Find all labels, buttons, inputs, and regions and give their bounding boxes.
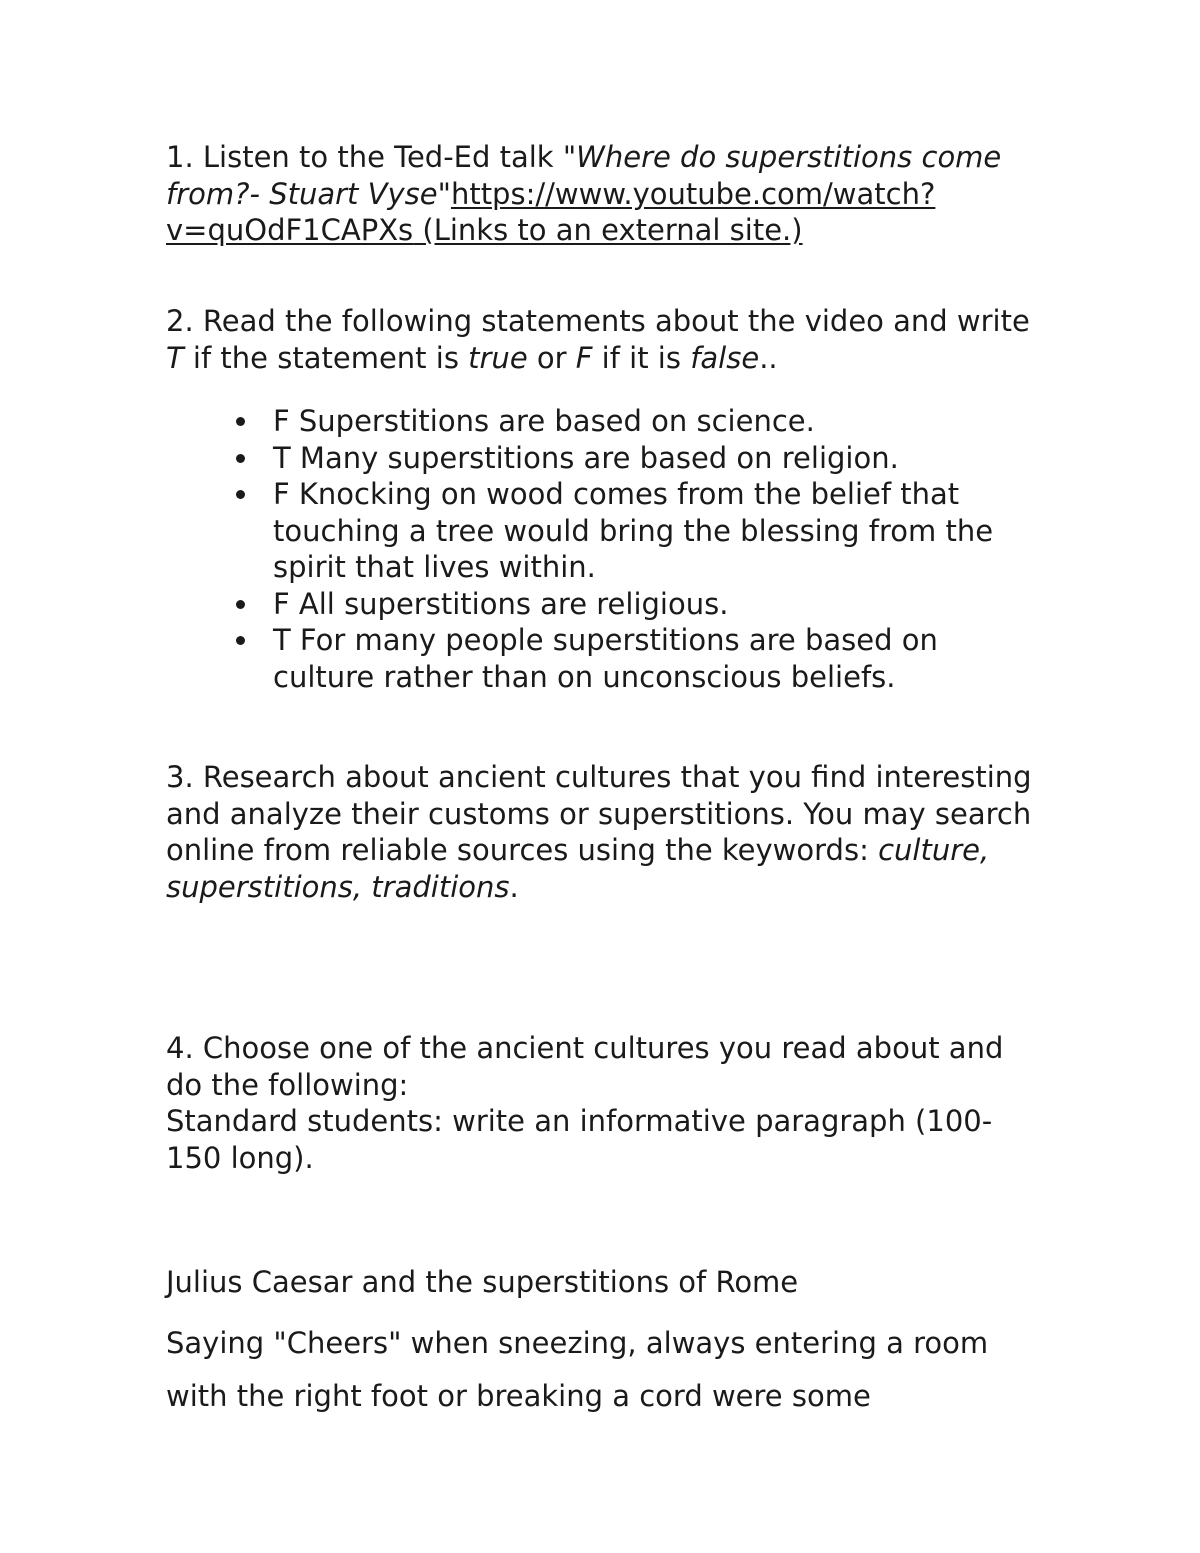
q2-true-word: true <box>468 340 528 375</box>
answer-item <box>166 586 1046 623</box>
talk-title: Where do superstitions come from?- Stuart Vyse <box>166 140 1002 211</box>
question-1 <box>166 139 1046 249</box>
essay-body: Saying "Cheers" when sneezing, always entering a room with the right foot or breaking a cord were some <box>166 1326 989 1413</box>
question-2 <box>166 303 1046 376</box>
q2-text-2: if the statement is <box>183 340 469 375</box>
answer-item <box>166 476 1046 586</box>
answer-text: F All superstitions are religious. <box>273 586 729 621</box>
true-false-answer-list <box>166 403 1046 695</box>
q3-text: 3. Research about ancient cultures that you find interesting and analyze their customs or superstitions. You may search online from reliable sources using the keywords: <box>166 760 1032 867</box>
bullet-icon <box>236 600 245 609</box>
q2-text-5: .. <box>759 340 778 375</box>
q4-standard-students: Standard students: write an informative paragraph (100-150 long). <box>166 1104 993 1175</box>
answer-item <box>166 403 1046 440</box>
q2-false-word: false <box>690 340 760 375</box>
q3-keywords: culture, superstitions, traditions <box>166 833 990 904</box>
bullet-icon <box>236 454 245 463</box>
q1-prefix: 1. Listen to the Ted-Ed talk " <box>166 140 577 174</box>
answer-text: T Many superstitions are based on religion. <box>273 440 899 475</box>
answer-item <box>166 622 1046 695</box>
q2-true-letter: T <box>166 340 184 375</box>
q3-end: . <box>509 869 519 904</box>
essay-title: Julius Caesar and the superstitions of Rome <box>166 1265 799 1299</box>
bullet-icon <box>236 490 245 499</box>
answer-text: F Superstitions are based on science. <box>273 404 815 438</box>
q2-text-3: or <box>527 340 576 375</box>
bullet-icon <box>236 417 245 426</box>
answer-item <box>166 440 1046 477</box>
answer-text: F Knocking on wood comes from the belief that touching a tree would bring the blessing from the spirit that lives within. <box>273 477 994 584</box>
q1-close-quote: " <box>437 176 451 211</box>
q2-text: 2. Read the following statements about the video and write <box>166 304 1030 338</box>
q2-false-letter: F <box>575 340 593 375</box>
q4-instruction: 4. Choose one of the ancient cultures you read about and do the following: <box>166 1031 1004 1102</box>
external-site-note[interactable]: (Links to an external site.) <box>413 213 803 247</box>
answer-text: T For many people superstitions are based on culture rather than on unconscious beliefs. <box>273 623 938 694</box>
q2-text-4: if it is <box>592 340 691 375</box>
question-4 <box>166 1030 1046 1176</box>
question-3 <box>166 759 1046 905</box>
youtube-link-url[interactable]: https://www.youtube.com/watch?v=quOdF1CAPXs <box>166 176 936 247</box>
bullet-icon <box>236 636 245 645</box>
